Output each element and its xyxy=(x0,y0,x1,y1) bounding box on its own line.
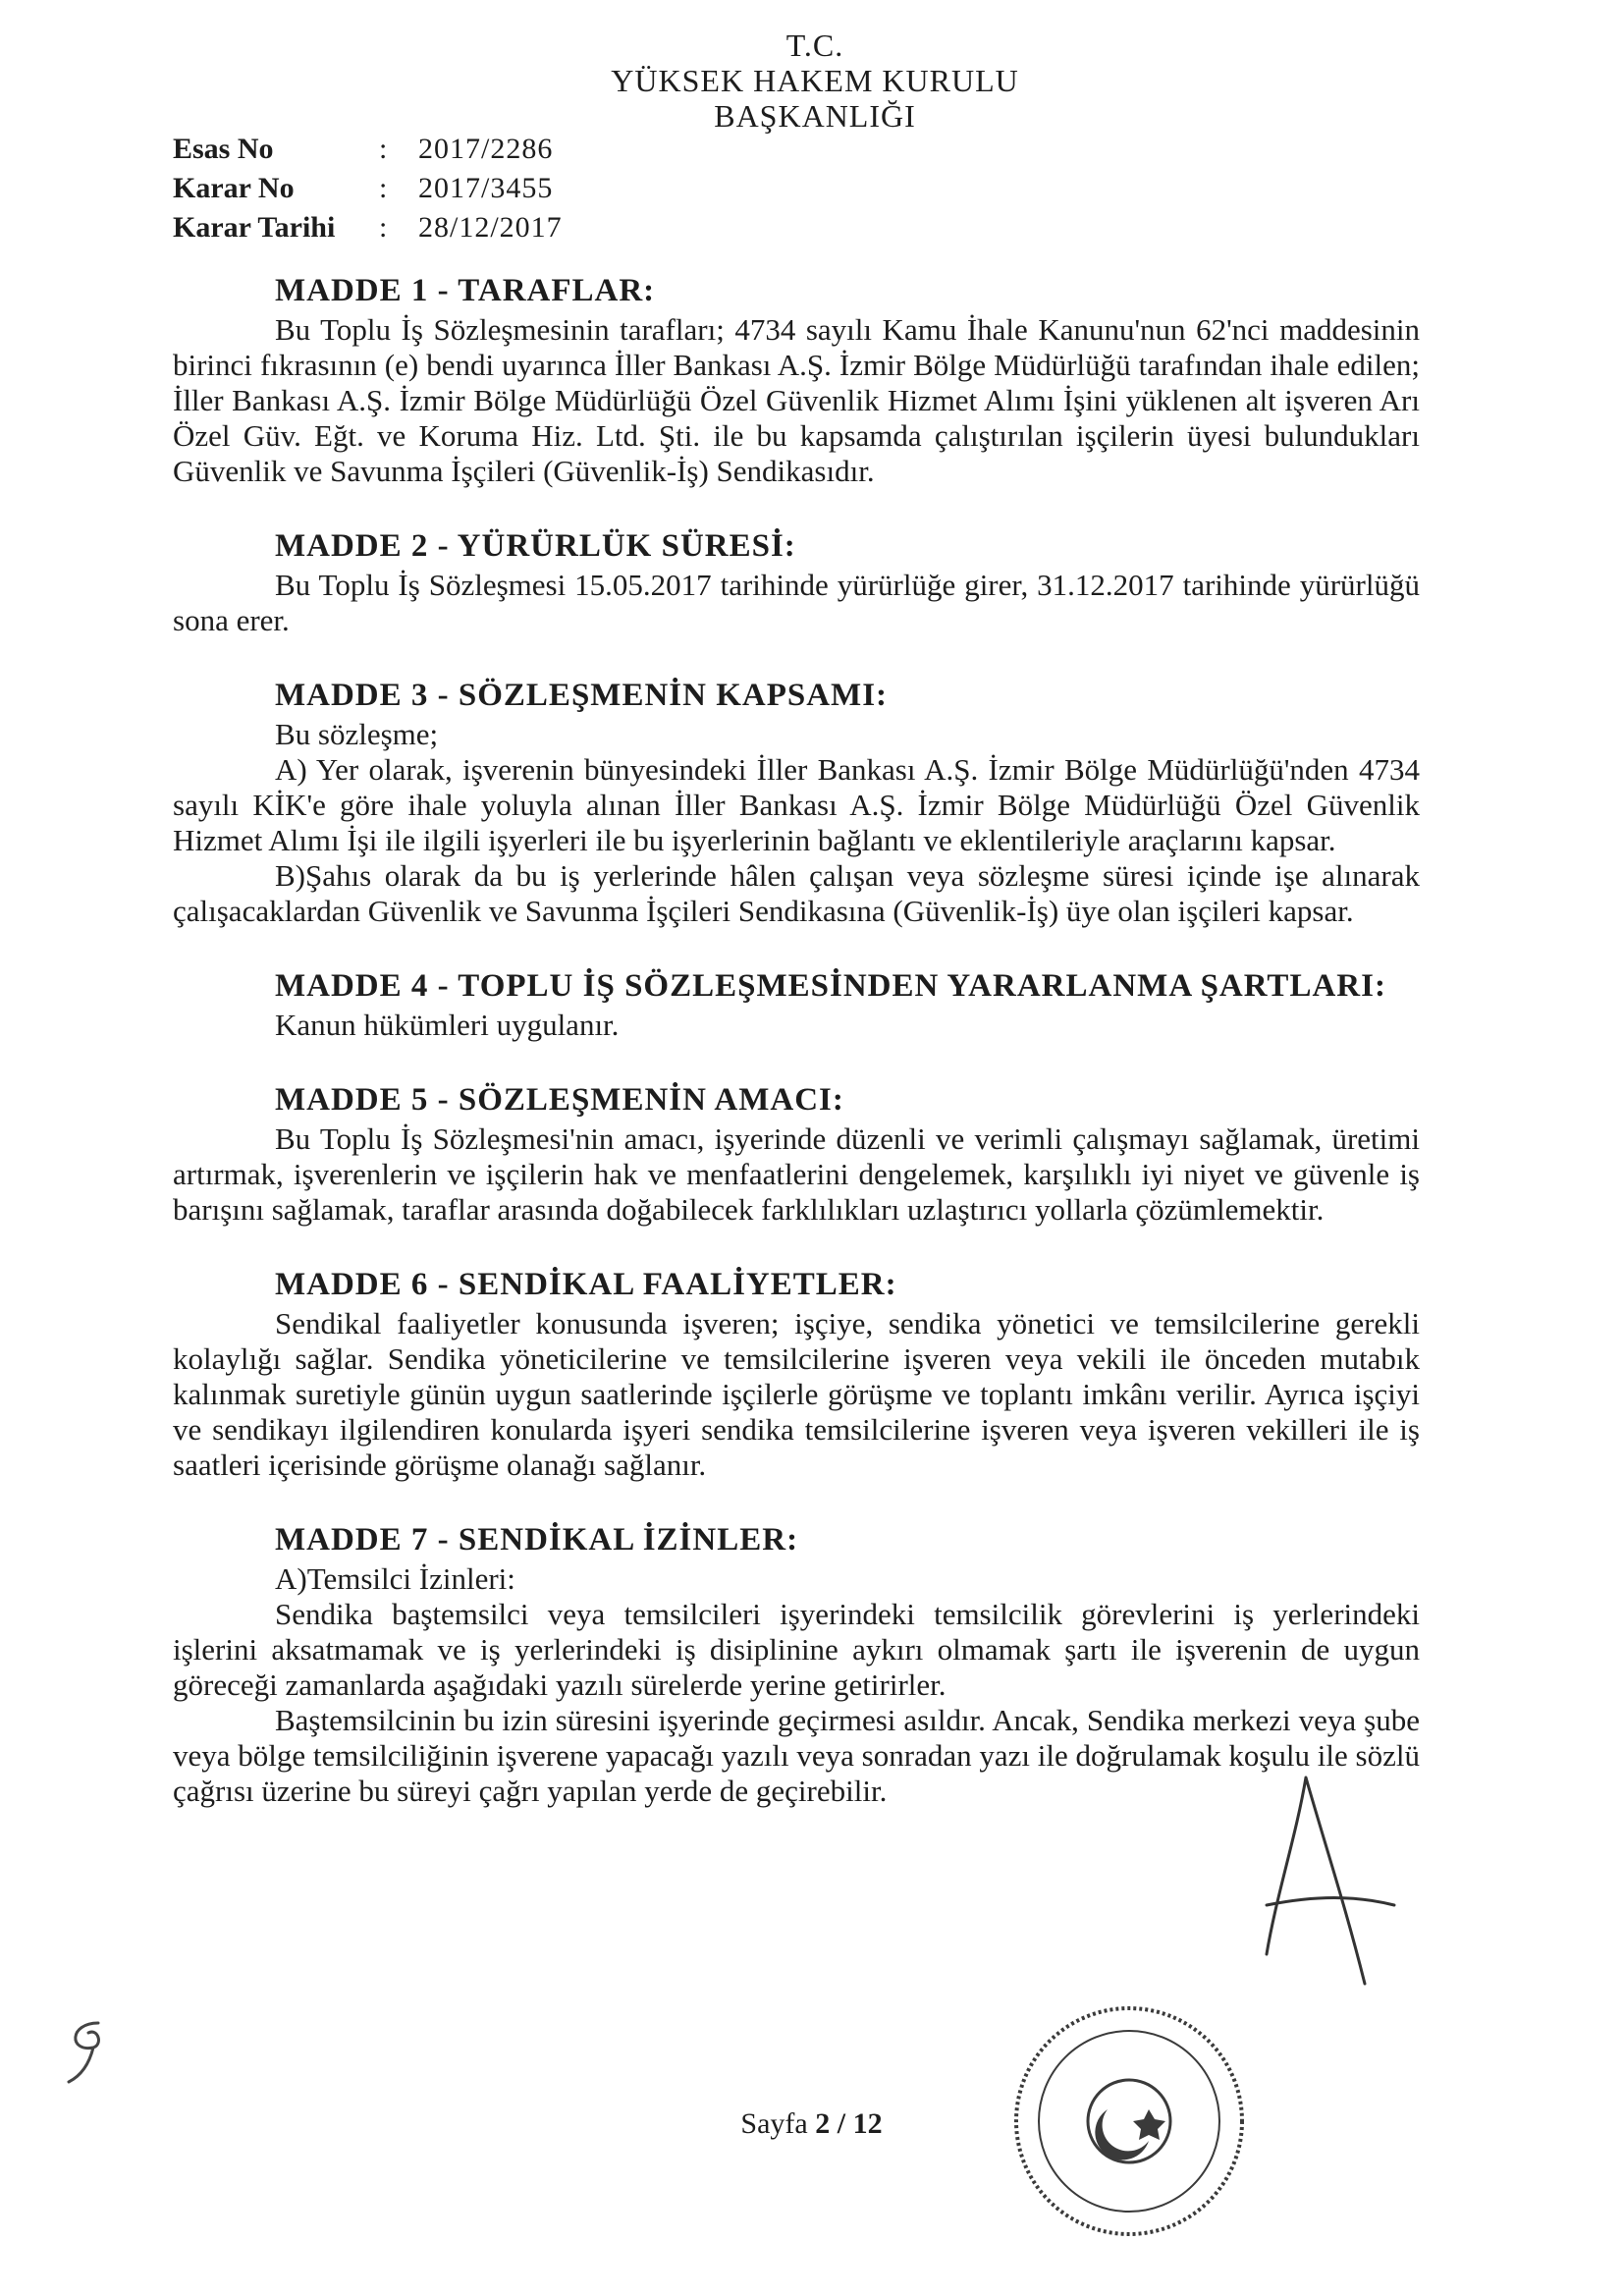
article-paragraph: Baştemsilcinin bu izin süresini işyerinde geçirmesi asıldır. Ancak, Sendika merkezi veya şube veya bölge temsilciliğinin işverene yapacağı yazılı veya sonradan yazı ile doğrulamak koşulu ile sözlü çağrısı üzerine bu süreyi çağrı yapılan yerde de geçirebilir. xyxy=(173,1703,1420,1808)
article-heading: MADDE 5 - SÖZLEŞMENİN AMACI: xyxy=(275,1082,844,1118)
article-heading: MADDE 6 - SENDİKAL FAALİYETLER: xyxy=(275,1267,897,1302)
document-body xyxy=(173,273,1420,1848)
meta-label: Karar Tarihi xyxy=(173,211,336,244)
article-paragraph: Sendika baştemsilci veya temsilcileri işyerindeki temsilcilik görevlerini iş yerlerindeki işlerini aksatmamak ve iş yerlerindeki iş disiplinine aykırı olmamak şartı ile işverenin de uygun göreceği zamanlarda aşağıdaki yazılı sürelerde yerine getirirler. xyxy=(173,1597,1420,1702)
meta-label: Esas No xyxy=(173,133,274,165)
article-subheading: A)Temsilci İzinleri: xyxy=(275,1561,515,1596)
article-heading: MADDE 2 - YÜRÜRLÜK SÜRESİ: xyxy=(275,528,796,564)
header-line-tc: T.C. xyxy=(785,27,844,63)
article-paragraph: Kanun hükümleri uygulanır. xyxy=(275,1008,620,1042)
case-metadata xyxy=(173,130,563,247)
article-paragraph: Sendikal faaliyetler konusunda işveren; işçiye, sendika yönetici ve temsilcilerine gerekli kolaylığı sağlar. Sendika yöneticilerine ve temsilcilerine işveren veya vekili ile önceden mutabık kalınmak suretiyle günün uygun saatlerinde işçilerle görüşme ve toplantı imkânı verilir. Ayrıca işçiyi ve sendikayı ilgilendiren konularda işyeri sendika temsilcilerine işveren veya işveren vekilleri ile iş saatleri içerisinde görüşme olanağı sağlanır. xyxy=(173,1306,1420,1482)
meta-value: 28/12/2017 xyxy=(418,211,563,244)
page-number: Sayfa 2 / 12 xyxy=(740,2107,883,2140)
meta-row-karar: Karar No : 2017/3455 xyxy=(173,169,563,208)
article-5 xyxy=(173,1082,1420,1228)
meta-row-esas: Esas No : 2017/2286 xyxy=(173,130,563,169)
article-heading: MADDE 3 - SÖZLEŞMENİN KAPSAMI: xyxy=(275,678,889,713)
meta-label: Karar No xyxy=(173,172,295,204)
article-paragraph: Bu Toplu İş Sözleşmesi'nin amacı, işyerinde düzenli ve verimli çalışmayı sağlamak, üretimi artırmak, işverenlerin ve işçilerin hak ve menfaatlerini dengelemek, karşılıklı iyi niyet ve güvenle iş barışını sağlamak, taraflar arasında doğabilecek farklılıkları uzlaştırıcı yollarla çözümlemektir. xyxy=(173,1121,1420,1227)
article-3 xyxy=(173,678,1420,929)
article-heading: MADDE 7 - SENDİKAL İZİNLER: xyxy=(275,1522,799,1558)
margin-pen-mark-icon xyxy=(59,2013,118,2092)
article-intro: Bu sözleşme; xyxy=(275,717,439,751)
header-line-institution: YÜKSEK HAKEM KURULU xyxy=(611,63,1019,98)
article-paragraph-b: B)Şahıs olarak da bu iş yerlerinde hâlen çalışan veya sözleşme süresi içinde işe alınarak çalışacaklardan Güvenlik ve Savunma İşçileri Sendikasına (Güvenlik-İş) üye olan işçileri kapsar. xyxy=(173,858,1420,928)
header-line-presidency: BAŞKANLIĞI xyxy=(714,98,916,134)
article-1 xyxy=(173,273,1420,489)
article-paragraph: Bu Toplu İş Sözleşmesinin tarafları; 4734 sayılı Kamu İhale Kanunu'nun 62'nci maddesinin birinci fıkrasının (e) bendi uyarınca İller Bankası A.Ş. İzmir Bölge Müdürlüğü tarafından ihale edilen; İller Bankası A.Ş. İzmir Bölge Müdürlüğü Özel Güvenlik Hizmet Alımı İşini yüklenen alt işveren Arı Özel Güv. Eğt. ve Koruma Hiz. Ltd. Şti. ile bu kapsamda çalıştırılan işçilerin üyesi bulundukları Güvenlik ve Savunma İşçileri (Güvenlik-İş) Sendikasıdır. xyxy=(173,312,1420,488)
article-2 xyxy=(173,528,1420,638)
meta-value: 2017/2286 xyxy=(418,133,554,165)
article-heading: MADDE 4 - TOPLU İŞ SÖZLEŞMESİNDEN YARARLANMA ŞARTLARI: xyxy=(275,968,1386,1004)
article-4 xyxy=(173,968,1420,1043)
document-header xyxy=(550,27,1080,134)
article-paragraph-a: A) Yer olarak, işverenin bünyesindeki İller Bankası A.Ş. İzmir Bölge Müdürlüğü'nden 4734 sayılı KİK'e göre ihale yoluyla alınan İller Bankası A.Ş. İzmir Bölge Müdürlüğü Özel Güvenlik Hizmet Alımı İşi ile ilgili işyerleri ile bu işyerlerinin bağlantı ve eklentileriyle araçlarını kapsar. xyxy=(173,752,1420,857)
article-6 xyxy=(173,1267,1420,1483)
article-paragraph: Bu Toplu İş Sözleşmesi 15.05.2017 tarihinde yürürlüğe girer, 31.12.2017 tarihinde yürürlüğü sona erer. xyxy=(173,568,1420,637)
meta-row-tarih: Karar Tarihi : 28/12/2017 xyxy=(173,208,563,247)
article-heading: MADDE 1 - TARAFLAR: xyxy=(275,273,656,308)
meta-value: 2017/3455 xyxy=(418,172,554,204)
